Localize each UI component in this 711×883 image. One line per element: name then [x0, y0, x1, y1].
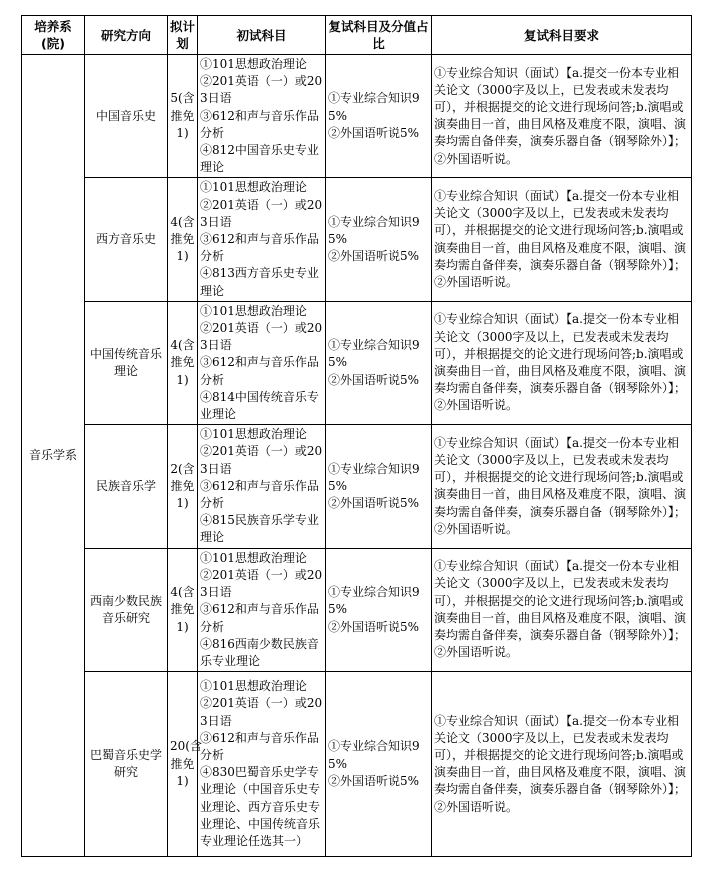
retest-item: ①专业综合知识95%	[328, 91, 420, 123]
requirement-cell	[432, 672, 692, 857]
table-row	[22, 301, 692, 424]
requirement-item: ①专业综合知识（面试）【a.提交一份本专业相关论文（3000字及以上，已发表或未发表均可），并根据提交的论文进行现场问答;b.演唱或演奏曲目一首，曲目风格及难度不限，演唱、演奏均需自备伴奏，演奏乐器自备（钢琴除外）】；	[434, 312, 687, 396]
exam-item: ①101思想政治理论	[200, 180, 307, 195]
retest-item: ②外国语听说5%	[328, 125, 420, 140]
retest-cell	[326, 425, 432, 548]
exam-cell	[198, 178, 326, 301]
direction-cell: 中国传统音乐理论	[85, 301, 168, 424]
college-cell: 音乐学系	[22, 55, 85, 857]
requirement-cell	[432, 55, 692, 178]
requirement-cell	[432, 425, 692, 548]
requirement-cell	[432, 178, 692, 301]
exam-item: ③612和声与音乐作品分析	[200, 602, 319, 634]
requirement-cell	[432, 301, 692, 424]
exam-item: ①101思想政治理论	[200, 679, 307, 694]
retest-cell	[326, 301, 432, 424]
header-direction: 研究方向	[85, 16, 168, 55]
requirement-item: ①专业综合知识（面试）【a.提交一份本专业相关论文（3000字及以上，已发表或未发表均可），并根据提交的论文进行现场问答;b.演唱或演奏曲目一首，曲目风格及难度不限，演唱、演奏均需自备伴奏，演奏乐器自备（钢琴除外）】；	[434, 435, 687, 519]
exam-item: ①101思想政治理论	[200, 427, 307, 442]
header-row	[22, 16, 692, 55]
retest-item: ①专业综合知识95%	[328, 214, 420, 247]
exam-item: ④813西方音乐史专业理论	[200, 266, 319, 298]
retest-item: ②外国语听说5%	[328, 619, 420, 634]
exam-cell	[198, 55, 326, 178]
retest-item: ①专业综合知识95%	[328, 338, 420, 370]
requirement-item: ①专业综合知识（面试）【a.提交一份本专业相关论文（3000字及以上，已发表或未发表均可），并根据提交的论文进行现场问答;b.演唱或演奏曲目一首，曲目风格及难度不限，演唱、演奏均需自备伴奏，演奏乐器自备（钢琴除外）】；	[434, 189, 687, 272]
exam-item: ④830巴蜀音乐史学专业理论（中国音乐史专业理论、西方音乐史专业理论、中国传统音乐专业理论任选其一）	[200, 765, 321, 848]
requirement-cell	[432, 548, 692, 671]
exam-item: ④815民族音乐学专业理论	[200, 513, 319, 545]
exam-item: ①101思想政治理论	[200, 550, 307, 565]
direction-cell: 西方音乐史	[85, 178, 168, 301]
requirement-item: ①专业综合知识（面试）【a.提交一份本专业相关论文（3000字及以上，已发表或未发表均可），并根据提交的论文进行现场问答;b.演唱或演奏曲目一首，曲目风格及难度不限，演唱、演奏均需自备伴奏，演奏乐器自备（钢琴除外）】；	[434, 65, 687, 149]
exam-item: ②201英语（一）或203日语	[200, 321, 323, 353]
retest-item: ①专业综合知识95%	[328, 461, 420, 493]
requirement-item: ②外国语听说。	[434, 799, 519, 814]
requirement-item: ①专业综合知识（面试）【a.提交一份本专业相关论文（3000字及以上，已发表或未发表均可），并根据提交的论文进行现场问答;b.演唱或演奏曲目一首，曲目风格及难度不限，演唱、演奏均需自备伴奏，演奏乐器自备（钢琴除外）】；	[434, 713, 687, 797]
header-initial-exam: 初试科目	[198, 16, 326, 55]
retest-cell	[326, 178, 432, 301]
exam-item: ③612和声与音乐作品分析	[200, 355, 319, 387]
requirement-item: ②外国语听说。	[434, 645, 519, 660]
exam-item: ④814中国传统音乐专业理论	[200, 389, 319, 422]
exam-cell	[198, 672, 326, 857]
exam-item: ②201英语（一）或203日语	[200, 197, 323, 229]
retest-item: ②外国语听说5%	[328, 773, 420, 788]
direction-cell: 巴蜀音乐史学研究	[85, 672, 168, 857]
retest-cell	[326, 548, 432, 671]
plan-cell: 5(含推免1)	[168, 55, 198, 178]
table-row	[22, 55, 692, 178]
retest-item: ②外国语听说5%	[328, 372, 420, 387]
exam-cell	[198, 425, 326, 548]
retest-item: ①专业综合知识95%	[328, 739, 420, 771]
exam-item: ②201英语（一）或203日语	[200, 74, 323, 106]
exam-item: ③612和声与音乐作品分析	[200, 108, 319, 140]
exam-item: ①101思想政治理论	[200, 57, 307, 71]
exam-cell	[198, 548, 326, 671]
header-retest-requirements: 复试科目要求	[432, 16, 692, 55]
retest-item: ②外国语听说5%	[328, 496, 420, 511]
retest-item: ②外国语听说5%	[328, 249, 420, 264]
table-row	[22, 178, 692, 301]
direction-cell: 西南少数民族音乐研究	[85, 548, 168, 671]
plan-cell: 4(含推免1)	[168, 301, 198, 424]
requirement-item: ②外国语听说。	[434, 275, 519, 290]
admission-table	[21, 15, 692, 857]
plan-cell: 4(含推免1)	[168, 548, 198, 671]
exam-item: ③612和声与音乐作品分析	[200, 730, 319, 762]
plan-cell: 4(含推免1)	[168, 178, 198, 301]
document-page	[21, 15, 692, 857]
retest-cell	[326, 672, 432, 857]
exam-item: ②201英语（一）或203日语	[200, 696, 323, 728]
requirement-item: ①专业综合知识（面试）【a.提交一份本专业相关论文（3000字及以上，已发表或未发表均可），并根据提交的论文进行现场问答;b.演唱或演奏曲目一首，曲目风格及难度不限，演唱、演奏均需自备伴奏，演奏乐器自备（钢琴除外）】；	[434, 559, 687, 643]
exam-item: ①101思想政治理论	[200, 303, 307, 318]
table-row	[22, 672, 692, 857]
requirement-item: ②外国语听说。	[434, 151, 519, 166]
exam-item: ②201英语（一）或203日语	[200, 444, 323, 476]
header-plan: 拟计划	[168, 16, 198, 55]
retest-item: ①专业综合知识95%	[328, 585, 420, 617]
direction-cell: 中国音乐史	[85, 55, 168, 178]
exam-item: ④816西南少数民族音乐专业理论	[200, 636, 319, 668]
exam-item: ②201英语（一）或203日语	[200, 567, 323, 600]
retest-cell	[326, 55, 432, 178]
exam-item: ③612和声与音乐作品分析	[200, 232, 319, 264]
requirement-item: ②外国语听说。	[434, 521, 519, 536]
header-college: 培养系(院)	[22, 16, 85, 55]
table-row	[22, 548, 692, 671]
header-retest-subjects: 复试科目及分值占比	[326, 16, 432, 55]
plan-cell: 2(含推免1)	[168, 425, 198, 548]
exam-item: ④812中国音乐史专业理论	[200, 143, 319, 175]
exam-cell	[198, 301, 326, 424]
plan-cell: 20(含推免1)	[168, 672, 198, 857]
direction-cell: 民族音乐学	[85, 425, 168, 548]
exam-item: ③612和声与音乐作品分析	[200, 478, 319, 511]
requirement-item: ②外国语听说。	[434, 398, 519, 413]
table-row	[22, 425, 692, 548]
